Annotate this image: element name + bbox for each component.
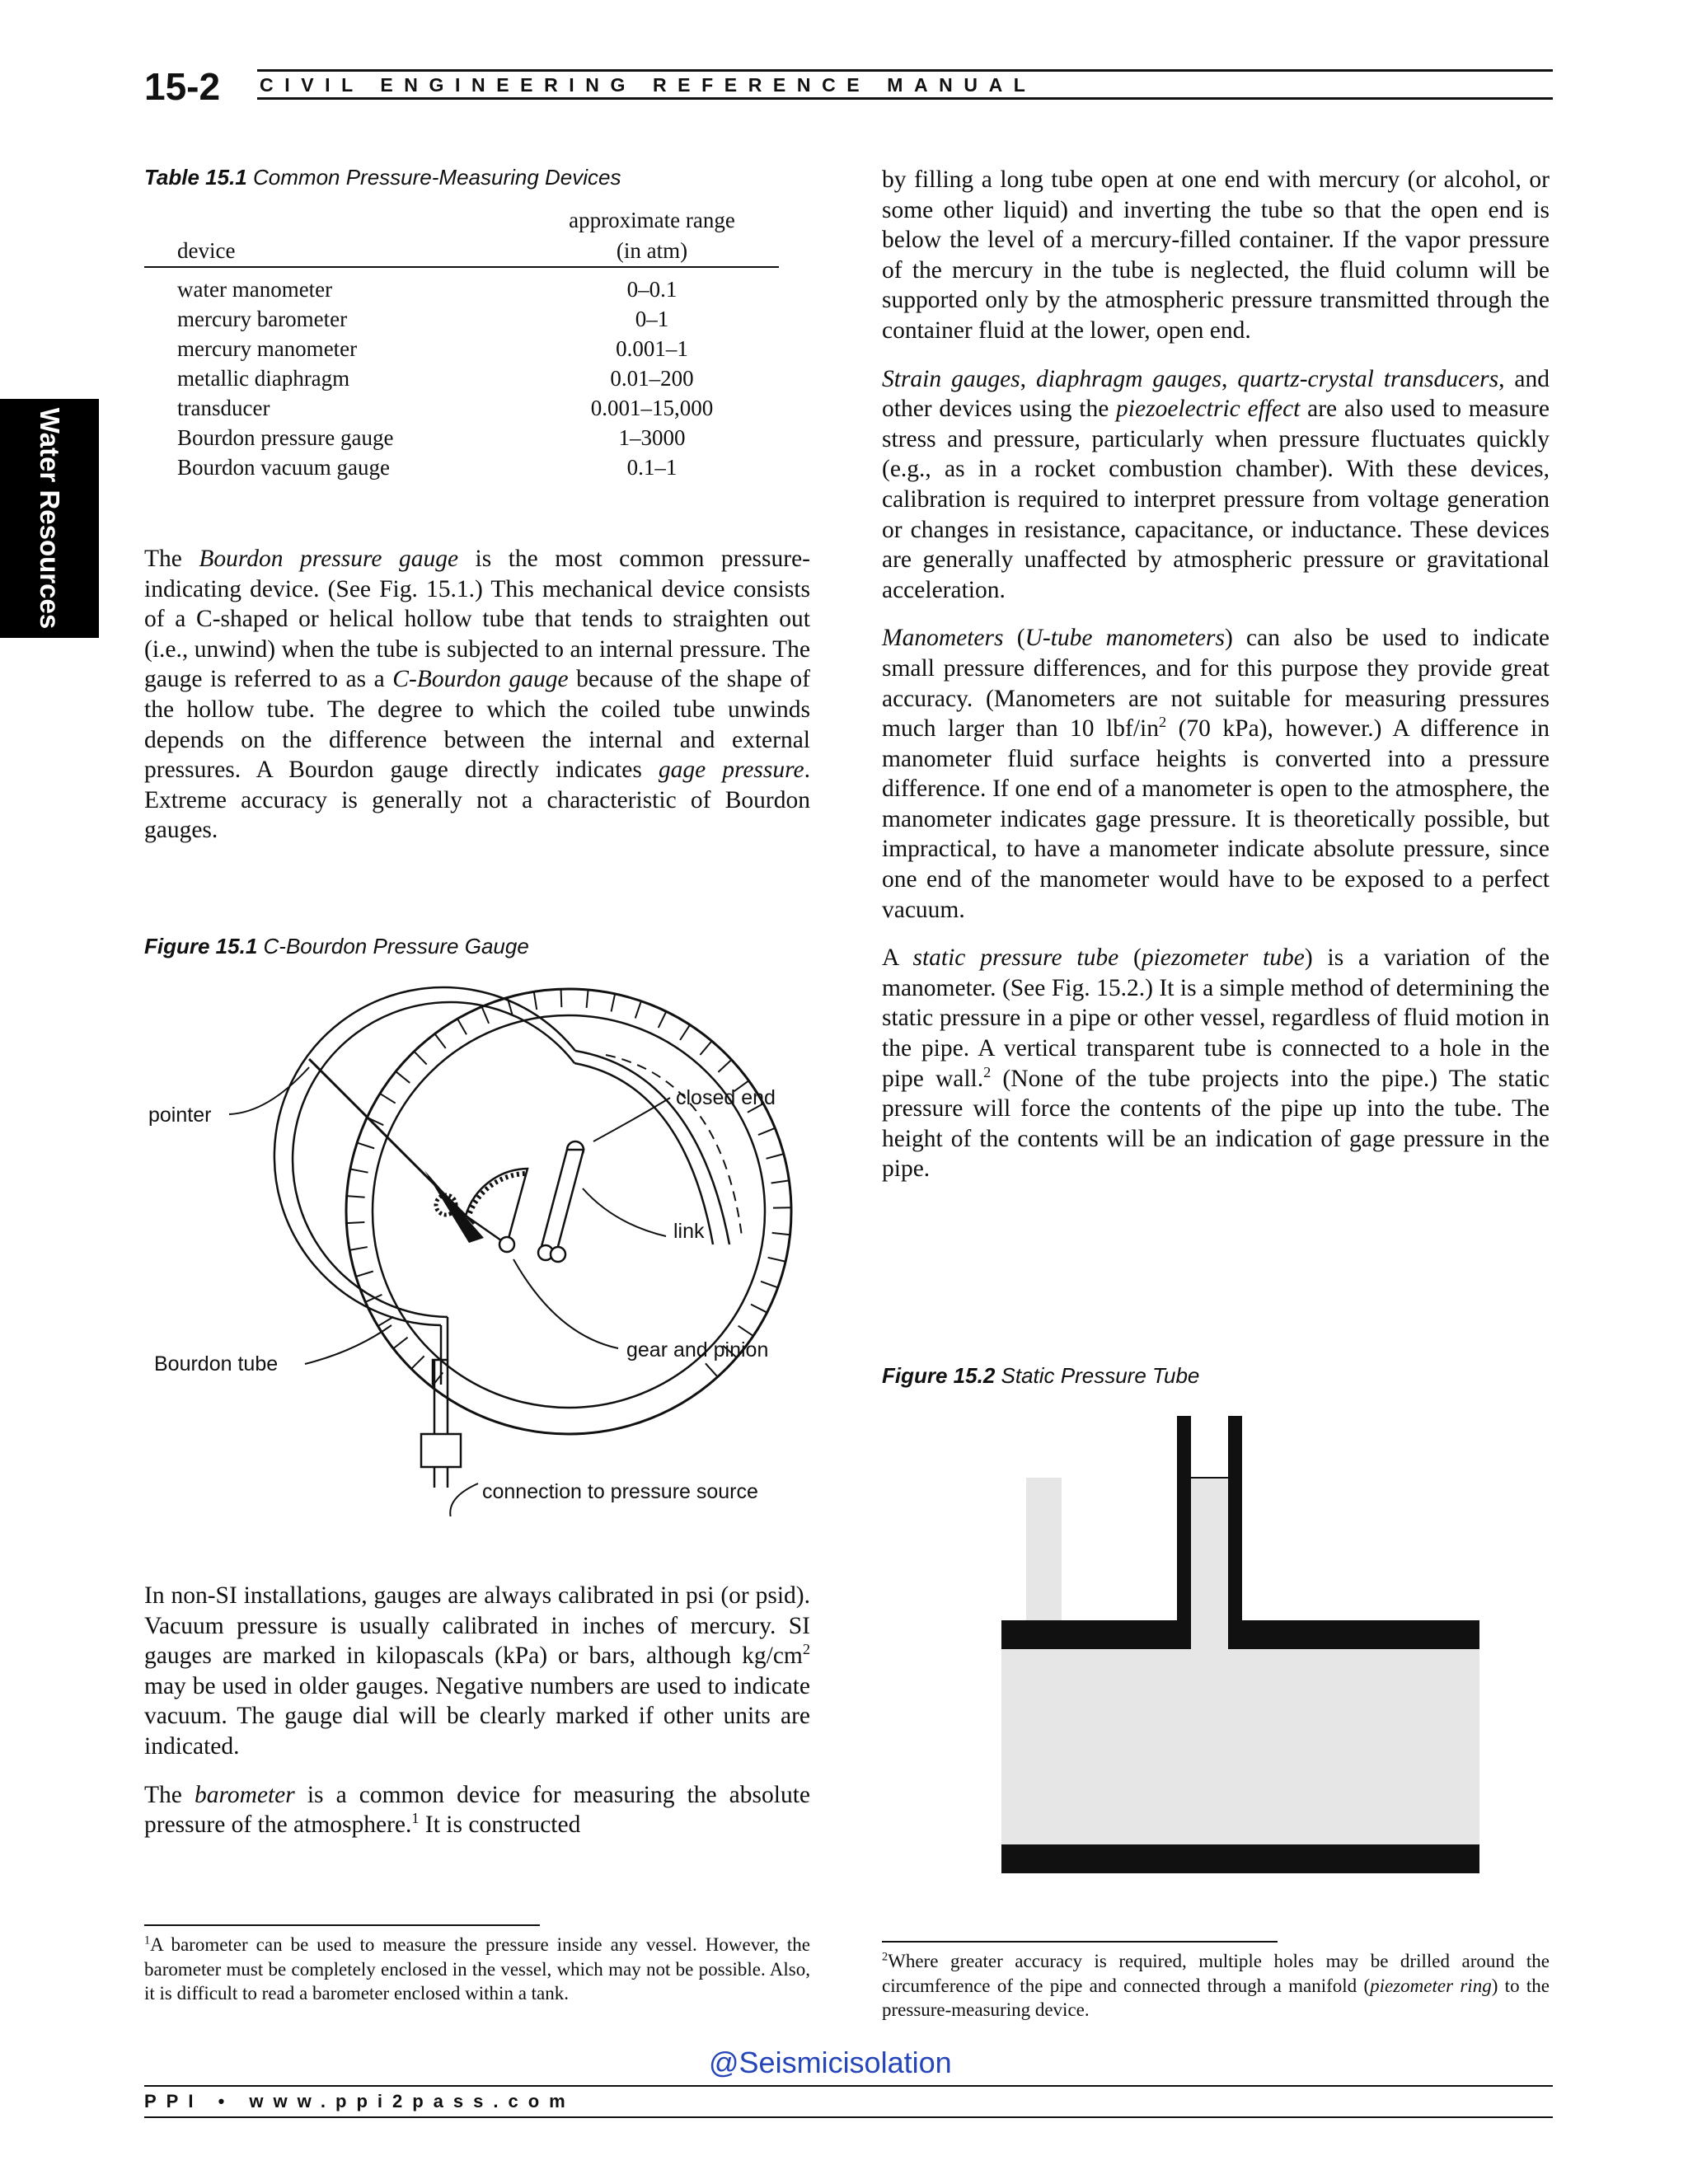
italic-term: Bourdon pressure gauge bbox=[199, 546, 459, 572]
pipe-bottom-wall bbox=[1001, 1844, 1479, 1873]
dial-tick bbox=[411, 1356, 424, 1369]
figure-title: C-Bourdon Pressure Gauge bbox=[263, 934, 529, 958]
table-title: Common Pressure-Measuring Devices bbox=[253, 165, 621, 190]
text-run: The bbox=[144, 546, 199, 572]
italic-term: static pressure tube bbox=[912, 944, 1119, 972]
table-header-row bbox=[144, 205, 779, 267]
leader-bourdon-tube bbox=[305, 1325, 392, 1364]
paragraph-barometer bbox=[144, 1780, 810, 1840]
dial-tick bbox=[534, 991, 537, 1010]
italic-term: Strain gauges bbox=[882, 365, 1020, 392]
footer-publisher-url[interactable]: PPI • www.ppi2pass.com bbox=[144, 2091, 575, 2111]
dial-tick bbox=[738, 1326, 753, 1336]
figure-15-2-caption bbox=[882, 1363, 1199, 1389]
pipe-fluid bbox=[1001, 1649, 1479, 1872]
tube-wall-left bbox=[1177, 1416, 1191, 1649]
text-run: ) to the pressure-measuring device. bbox=[882, 1975, 1550, 2020]
sector-pivot bbox=[499, 1237, 514, 1252]
text-run: In non-SI installations, gauges are always calibrated in psi (or psid). Vacuum pressure is usually calibrated in inches of mercury. SI gauges are marked in kilopascals (kPa) or bars, although kg/cm bbox=[144, 1582, 810, 1670]
dial-tick bbox=[457, 1019, 467, 1034]
range-cell: 0.001–15,000 bbox=[590, 396, 714, 420]
label-link: link bbox=[673, 1220, 705, 1243]
dial-tick bbox=[357, 1143, 374, 1149]
link-pivot bbox=[551, 1247, 565, 1262]
text-run: A barometer can be used to measure the pressure inside any vessel. However, the barometer must be completely enclosed in the vessel, which may not be possible. Also, it is difficult to read a barometer enclosed within a tank. bbox=[144, 1934, 810, 2004]
device-cell: mercury barometer bbox=[177, 307, 348, 331]
page-number: 15-2 bbox=[144, 65, 221, 108]
dial-tick bbox=[635, 1001, 641, 1019]
dial-tick bbox=[414, 1052, 426, 1065]
pipe-top-wall-right bbox=[1228, 1620, 1479, 1649]
device-cell: transducer bbox=[177, 396, 270, 420]
text-run: It is constructed bbox=[419, 1811, 581, 1839]
label-connection: connection to pressure source bbox=[482, 1480, 758, 1503]
range-cell: 0.01–200 bbox=[610, 366, 694, 391]
text-run: The bbox=[144, 1781, 195, 1808]
table-row bbox=[144, 334, 779, 363]
dial-tick bbox=[350, 1169, 368, 1172]
leader-gear-and-pinion bbox=[513, 1259, 618, 1348]
bourdon-gauge-figure bbox=[144, 972, 820, 1516]
column-header-range-line2: (in atm) bbox=[616, 238, 688, 263]
italic-term: quartz-crystal transducers bbox=[1237, 365, 1499, 392]
table-row bbox=[144, 304, 779, 334]
dial-tick bbox=[349, 1247, 368, 1250]
italic-term: Manometers bbox=[882, 625, 1004, 652]
dial-tick bbox=[612, 994, 616, 1012]
section-tab-label: Water Resources bbox=[35, 407, 65, 630]
bourdon-tube-inner bbox=[293, 1002, 574, 1317]
device-cell: water manometer bbox=[177, 277, 333, 302]
text-run: Where greater accuracy is required, multiple holes may be drilled around the circumference of the pipe and connected through a manifold ( bbox=[882, 1951, 1550, 1996]
label-closed-end: closed end bbox=[676, 1086, 776, 1109]
dial-tick bbox=[396, 1071, 410, 1083]
text-run: ( bbox=[1118, 944, 1142, 972]
text-run: are also used to measure stress and pressure, particularly when pressure fluctuates quickly (e.g., as in a rocket combustion chamber). With these devices, calibration is required to interpret pressure from voltage generation or changes in resistance, capacitance, or inductance. These devices are generally unaffected by atmospheric pressure or gravitational acceleration. bbox=[882, 396, 1550, 603]
footnote-rule bbox=[144, 1924, 540, 1926]
dial-tick bbox=[561, 989, 562, 1007]
label-pointer: pointer bbox=[148, 1104, 212, 1127]
device-cell: metallic diaphragm bbox=[177, 366, 350, 391]
left-column-text-top bbox=[144, 544, 810, 864]
dial-tick bbox=[767, 1154, 784, 1159]
paragraph-manometers bbox=[882, 623, 1550, 925]
text-run: , bbox=[1020, 365, 1036, 392]
range-cell: 0.001–1 bbox=[616, 336, 688, 361]
figure-label: Figure 15.2 bbox=[882, 1363, 996, 1388]
dial-tick bbox=[380, 1094, 396, 1104]
tube-fluid bbox=[1191, 1478, 1228, 1649]
section-thumb-tab bbox=[0, 399, 99, 638]
italic-term: gage pressure bbox=[658, 757, 804, 784]
text-run: , bbox=[1221, 365, 1238, 392]
range-cell: 0–1 bbox=[635, 307, 669, 331]
footnote-rule bbox=[882, 1941, 1278, 1943]
italic-term: piezometer tube bbox=[1141, 944, 1305, 972]
right-column-text bbox=[882, 165, 1550, 1202]
text-run: A bbox=[882, 944, 913, 972]
table-row bbox=[144, 267, 779, 304]
dial-tick bbox=[706, 1363, 718, 1376]
table-15-1 bbox=[144, 165, 779, 482]
leader-pointer bbox=[229, 1067, 309, 1114]
label-bourdon-tube: Bourdon tube bbox=[154, 1352, 279, 1376]
text-run: is the most common pressure-indicating device. (See Fig. 15.1.) This mechanical device consists of a C-shaped or helical hollow tube that tends to straighten out (i.e., unwind) when the tube is subjected to an internal pressure. The gauge is referred to as a bbox=[144, 546, 810, 693]
footnote-2 bbox=[882, 1949, 1550, 2022]
range-cell: 1–3000 bbox=[618, 425, 686, 450]
paragraph-bourdon-gauge bbox=[144, 544, 810, 846]
text-run: ( bbox=[1003, 625, 1025, 652]
dial-tick bbox=[393, 1338, 407, 1349]
watermark-text: @Seismicisolation bbox=[709, 2046, 952, 2079]
column-header-device: device bbox=[177, 238, 236, 263]
dial-tick bbox=[482, 1006, 490, 1023]
text-run: ) is a variation of the manometer. (See Fig. 15.2.) It is a simple method of determining the static pressure in a pipe or other vessel, regardless of fluid motion in the pipe. A vertical transparent tube is connected to a hole in the pipe wall. bbox=[882, 944, 1550, 1092]
dial-tick bbox=[700, 1041, 711, 1055]
running-title: CIVIL ENGINEERING REFERENCE MANUAL bbox=[260, 74, 1037, 96]
dial-tick bbox=[768, 1258, 785, 1262]
dial-tick bbox=[718, 1060, 731, 1072]
dial-tick bbox=[378, 1317, 394, 1326]
italic-term: U-tube manometers bbox=[1025, 625, 1225, 652]
text-run: . Extreme accuracy is generally not a characteristic of Bourdon gauges. bbox=[144, 757, 810, 844]
leader-link bbox=[583, 1188, 666, 1236]
footnote-1 bbox=[144, 1933, 810, 2006]
table-label: Table 15.1 bbox=[144, 165, 247, 190]
text-run: because of the shape of the hollow tube. The degree to which the coiled tube unwinds depends on the difference between the internal and external pressures. A Bourdon gauge directly indicates bbox=[144, 666, 810, 784]
table-row bbox=[144, 393, 779, 423]
paragraph-strain-gauges bbox=[882, 364, 1550, 606]
table-caption bbox=[144, 165, 779, 190]
text-run: ) can also be used to indicate small pressure differences, and for this purpose they provide great accuracy. (Manometers are not suitable for measuring pressures much larger than 10 lbf/in bbox=[882, 625, 1550, 743]
footnote-text bbox=[144, 1933, 810, 2006]
text-run: (None of the tube projects into the pipe.) The static pressure will force the contents of the pipe up into the tube. The height of the contents will be an indication of gage pressure in the pipe. bbox=[882, 1065, 1550, 1183]
pressure-devices-table bbox=[144, 205, 779, 482]
link-bar bbox=[540, 1150, 584, 1253]
dial-tick bbox=[587, 990, 588, 1008]
left-column-text-bottom bbox=[144, 1581, 810, 1858]
column-header-range-line1: approximate range bbox=[569, 208, 735, 232]
pressure-connection-fitting bbox=[421, 1434, 461, 1467]
table-row bbox=[144, 363, 779, 393]
paragraph-static-pressure-tube bbox=[882, 943, 1550, 1184]
italic-term: piezometer ring bbox=[1370, 1975, 1492, 1996]
device-cell: Bourdon vacuum gauge bbox=[177, 455, 390, 480]
footnote-ref[interactable]: 1 bbox=[411, 1810, 420, 1827]
footnote-ref[interactable]: 2 bbox=[983, 1063, 992, 1080]
leader-closed-end bbox=[593, 1098, 670, 1141]
figure-label: Figure 15.1 bbox=[144, 934, 258, 958]
footnote-text bbox=[882, 1949, 1550, 2022]
text-run: may be used in older gauges. Negative numbers are used to indicate vacuum. The gauge dial will be clearly marked if other units are indicated. bbox=[144, 1672, 810, 1760]
device-cell: Bourdon pressure gauge bbox=[177, 425, 394, 450]
bourdon-tube-outer bbox=[274, 987, 575, 1325]
italic-term: barometer bbox=[194, 1781, 295, 1808]
dial-tick bbox=[772, 1233, 790, 1235]
text-run: , and other devices using the bbox=[882, 365, 1550, 423]
footnote-number: 1 bbox=[144, 1933, 151, 1947]
dial-tick bbox=[761, 1282, 778, 1288]
footer-rule bbox=[144, 2116, 1553, 2118]
footer-rule bbox=[144, 2085, 1553, 2087]
dial-tick bbox=[347, 1196, 365, 1197]
dial-tick bbox=[771, 1180, 790, 1183]
dial-tick bbox=[659, 1011, 667, 1028]
static-pressure-tube-figure bbox=[1001, 1416, 1479, 1890]
range-cell: 0–0.1 bbox=[626, 277, 678, 302]
column-header-range bbox=[525, 205, 779, 267]
figure-15-1-caption bbox=[144, 934, 529, 959]
device-cell: mercury manometer bbox=[177, 336, 358, 361]
table-row bbox=[144, 423, 779, 452]
italic-term: piezoelectric effect bbox=[1116, 396, 1301, 423]
text-run: is a common device for measuring the absolute pressure of the atmosphere. bbox=[144, 1781, 810, 1839]
header-rule bbox=[257, 69, 1553, 72]
dial-tick bbox=[680, 1025, 690, 1040]
pipe-top-wall-left bbox=[1001, 1620, 1191, 1649]
dial-tick bbox=[751, 1305, 767, 1313]
dial-tick bbox=[435, 1033, 446, 1048]
tube-wall-right bbox=[1228, 1416, 1242, 1649]
paragraph-gauge-units bbox=[144, 1581, 810, 1762]
dial-tick bbox=[356, 1272, 373, 1277]
footnote-number: 2 bbox=[882, 1950, 889, 1964]
dial-tick bbox=[346, 1222, 364, 1223]
label-gear-and-pinion: gear and pinion bbox=[626, 1338, 769, 1361]
header-rule bbox=[257, 97, 1553, 100]
paragraph-barometer-cont: by filling a long tube open at one end with mercury (or alcohol, or some other liquid) and inverting the tube so that the open end is below the level of a mercury-filled container. If the vapor pressure of the mercury in the tube is neglected, the fluid column will be supported only by the atmospheric pressure transmitted through the container fluid at the lower, open end. bbox=[882, 166, 1550, 344]
leader-connection bbox=[450, 1483, 478, 1516]
range-cell: 0.1–1 bbox=[626, 455, 678, 480]
tube-hole bbox=[1191, 1649, 1228, 1652]
figure-title: Static Pressure Tube bbox=[1001, 1363, 1200, 1388]
superscript: 2 bbox=[802, 1641, 810, 1658]
text-run: (70 kPa), however.) A difference in manometer fluid surface heights is converted into a pressure difference. If one end of a manometer is open to the atmosphere, the manometer indicates gage pressure. It is theoretically possible, but impractical, to have a manometer indicate absolute pressure, since one end of the manometer would have to be exposed to a perfect vacuum. bbox=[882, 715, 1550, 923]
dial-tick bbox=[758, 1128, 775, 1135]
italic-term: diaphragm gauges bbox=[1035, 365, 1221, 392]
table-row bbox=[144, 452, 779, 482]
italic-term: C-Bourdon gauge bbox=[392, 666, 569, 693]
superscript: 2 bbox=[1158, 714, 1167, 731]
